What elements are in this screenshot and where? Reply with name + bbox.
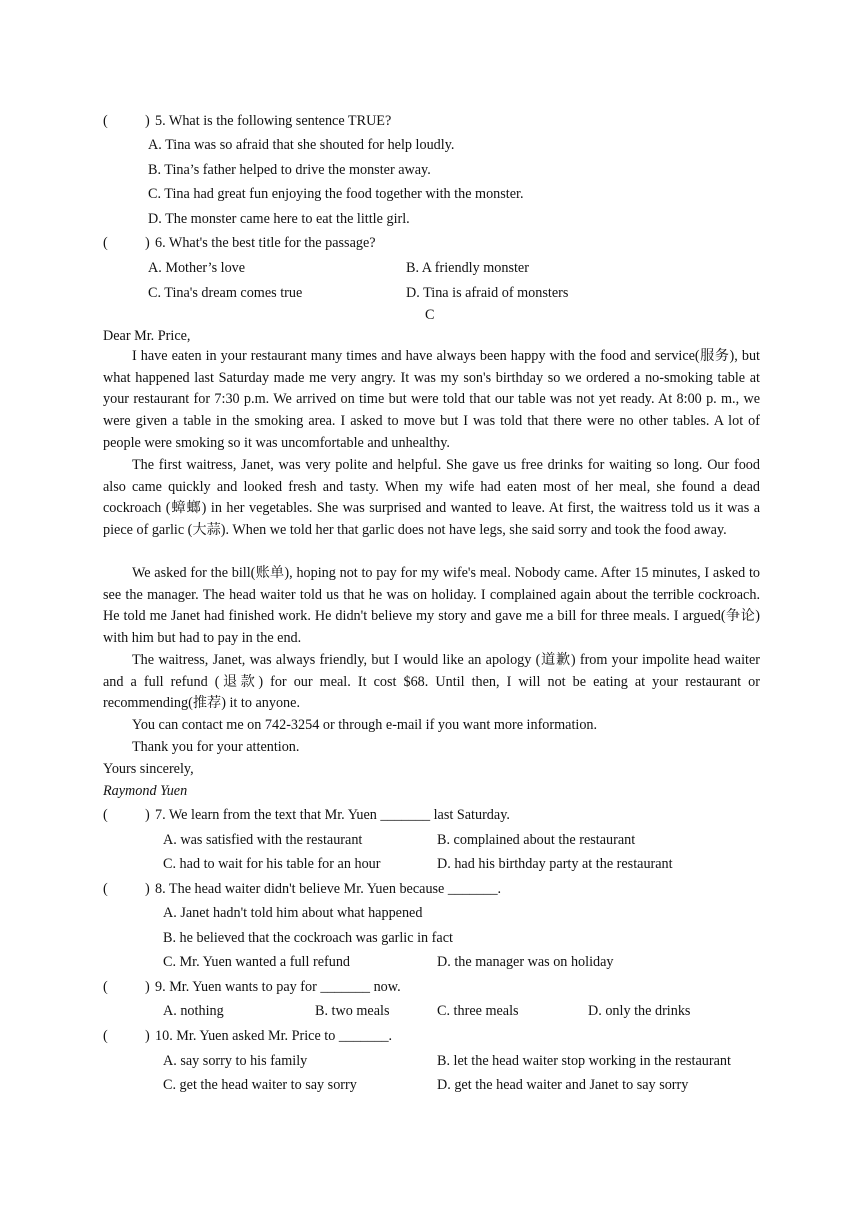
q9-option-a: A. nothing [163,1003,224,1019]
q9-option-d: D. only the drinks [588,1003,691,1019]
question-6-stem: 6. What's the best title for the passage? [155,235,376,251]
question-5-stem: 5. What is the following sentence TRUE? [155,113,392,129]
answer-paren-close: ) [145,881,150,897]
q5-option-d: D. The monster came here to eat the little girl. [148,211,410,227]
q5-option-c: C. Tina had great fun enjoying the food together with the monster. [148,186,524,202]
q8-option-d: D. the manager was on holiday [437,954,614,970]
q5-option-b: B. Tina’s father helped to drive the monster away. [148,162,431,178]
question-9-stem: 9. Mr. Yuen wants to pay for _______ now. [155,979,401,995]
q9-option-b: B. two meals [315,1003,390,1019]
letter-greeting: Dear Mr. Price, [103,328,191,344]
letter-closing: Yours sincerely, [103,761,194,777]
letter-paragraph: You can contact me on 742-3254 or through e-mail if you want more information. [132,717,598,733]
letter-paragraph: I have eaten in your restaurant many times and have always been happy with the food and service(服务), but what happened last Saturday made me very angry. It was my son's birthday so we ordered a no-smoking table at your restaurant for 7:30 p.m. We arrived on time but were told that our table was not yet ready. At 8:00 p. m., we were given a table in the smoking area. I asked to move but I was told that there were no other tables. A lot of people were smoking so it was uncomfortable and unhealthy. [103,348,760,451]
q6-option-d: D. Tina is afraid of monsters [406,285,569,301]
letter-signature: Raymond Yuen [103,783,188,799]
answer-paren-open: ( [103,1028,108,1044]
answer-paren-open: ( [103,807,108,823]
answer-paren-open: ( [103,113,108,129]
question-10-stem: 10. Mr. Yuen asked Mr. Price to _______. [155,1028,393,1044]
letter-paragraph: We asked for the bill(账单), hoping not to pay for my wife's meal. Nobody came. After 15 minutes, I asked to see the manager. The head waiter told us that he was on holiday. I complained again about the terrible cockroach. He told me Janet had finished work. He didn't believe my story and gave me a bill for three meals. I argued(争论) with him but had to pay in the end. [103,565,760,647]
answer-paren-close: ) [145,979,150,995]
q6-option-b: B. A friendly monster [406,260,529,276]
q5-option-a: A. Tina was so afraid that she shouted for help loudly. [148,137,455,153]
q8-option-c: C. Mr. Yuen wanted a full refund [163,954,351,970]
letter-paragraph: The first waitress, Janet, was very polite and helpful. She gave us free drinks for waiting so long. Our food also came quickly and looked fresh and tasty. When my wife had eaten most of her meal, she found a dead cockroach (蟑螂) in her vegetables. She was surprised and wanted to leave. At first, the waitress told us it was a piece of garlic (大蒜). When we told her that garlic does not have legs, she said sorry and took the food away. [103,457,760,539]
answer-paren-open: ( [103,881,108,897]
answer-paren-close: ) [145,235,150,251]
answer-paren-open: ( [103,979,108,995]
q10-option-a: A. say sorry to his family [163,1053,308,1069]
letter-paragraph: The waitress, Janet, was always friendly, but I would like an apology (道歉) from your impolite head waiter and a full refund (退款) for our meal. It cost $68. Until then, I will not be eating at your restaurant or recommending(推荐) it to anyone. [103,652,760,712]
q10-option-c: C. get the head waiter to say sorry [163,1077,357,1093]
q6-option-a: A. Mother’s love [148,260,246,276]
q10-option-b: B. let the head waiter stop working in the restaurant [437,1053,731,1069]
q7-option-c: C. had to wait for his table for an hour [163,856,381,872]
q7-option-d: D. had his birthday party at the restaurant [437,856,673,872]
answer-paren-close: ) [145,807,150,823]
letter-paragraph: Thank you for your attention. [132,739,300,755]
question-7-stem: 7. We learn from the text that Mr. Yuen _______ last Saturday. [155,807,510,823]
q7-option-a: A. was satisfied with the restaurant [163,832,363,848]
q9-option-c: C. three meals [437,1003,519,1019]
question-8-stem: 8. The head waiter didn't believe Mr. Yuen because _______. [155,881,502,897]
q6-option-c: C. Tina's dream comes true [148,285,303,301]
answer-paren-open: ( [103,235,108,251]
q8-option-b: B. he believed that the cockroach was garlic in fact [163,930,453,946]
q7-option-b: B. complained about the restaurant [437,832,636,848]
q10-option-d: D. get the head waiter and Janet to say sorry [437,1077,689,1093]
q8-option-a: A. Janet hadn't told him about what happened [163,905,423,921]
answer-paren-close: ) [145,1028,150,1044]
answer-paren-close: ) [145,113,150,129]
section-label: C [425,307,435,323]
